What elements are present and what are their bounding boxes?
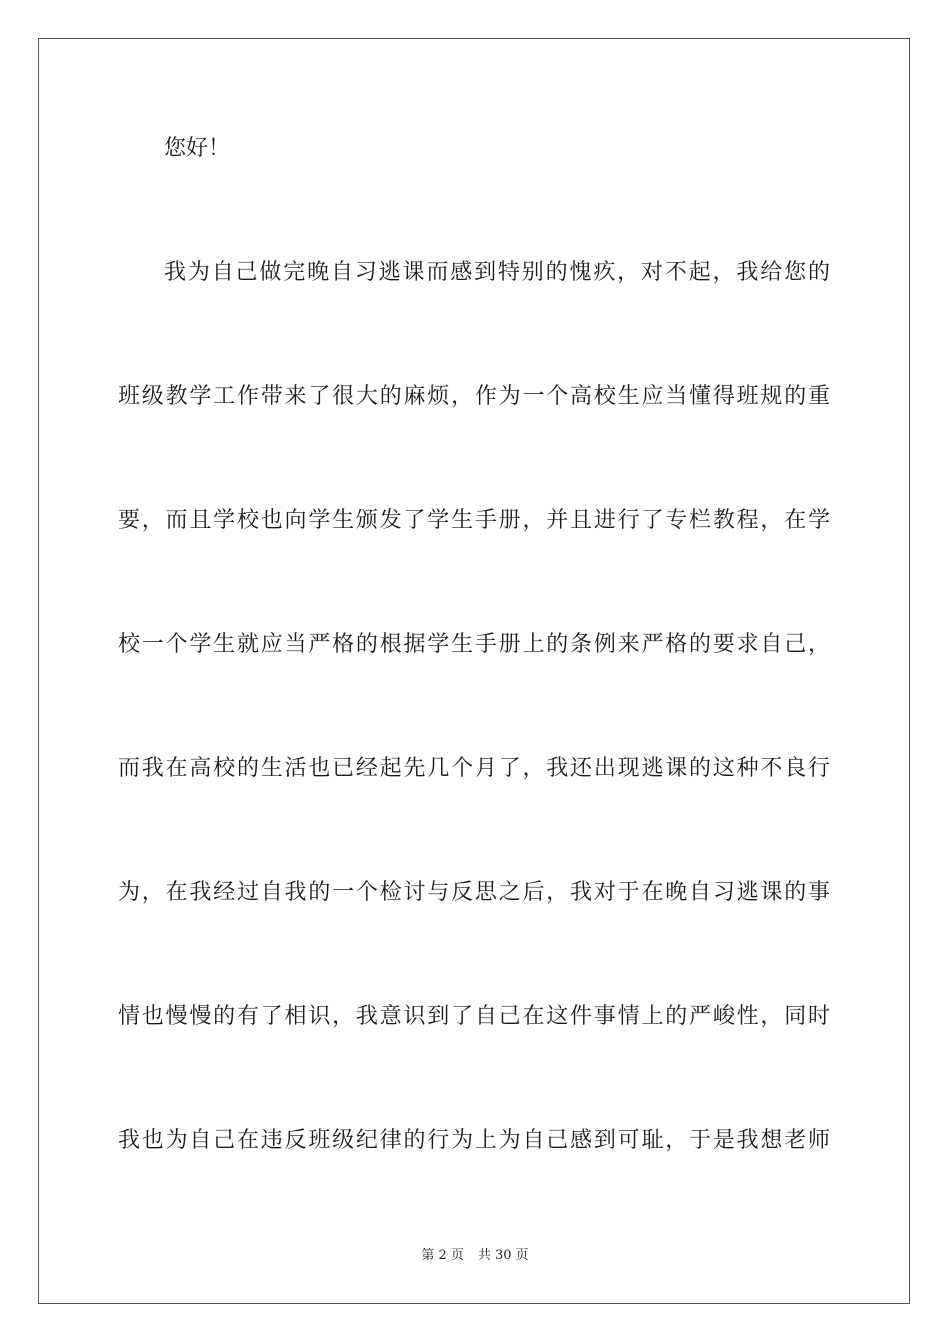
body-line-3: 要，而且学校也向学生颁发了学生手册，并且进行了专栏教程，在学 bbox=[118, 508, 830, 533]
body-line-4: 校一个学生就应当严格的根据学生手册上的条例来严格的要求自己， bbox=[118, 632, 830, 657]
body-line-2: 班级教学工作带来了很大的麻烦，作为一个高校生应当懂得班规的重 bbox=[118, 384, 830, 409]
body-line-6: 为，在我经过自我的一个检讨与反思之后，我对于在晚自习逃课的事 bbox=[118, 880, 830, 905]
page-number: 第 2 页 bbox=[421, 1248, 464, 1263]
body-line-8: 我也为自己在违反班级纪律的行为上为自己感到可耻，于是我想老师 bbox=[118, 1128, 830, 1153]
greeting-line: 您好！ bbox=[164, 136, 231, 161]
body-line-5: 而我在高校的生活也已经起先几个月了，我还出现逃课的这种不良行 bbox=[118, 756, 830, 781]
body-line-1: 我为自己做完晚自习逃课而感到特别的愧疚，对不起，我给您的 bbox=[164, 260, 830, 285]
page-frame bbox=[38, 38, 910, 1304]
page-total: 共 30 页 bbox=[477, 1248, 529, 1263]
page-footer bbox=[0, 1247, 950, 1265]
body-line-7: 情也慢慢的有了相识，我意识到了自己在这件事情上的严峻性，同时 bbox=[118, 1004, 830, 1029]
